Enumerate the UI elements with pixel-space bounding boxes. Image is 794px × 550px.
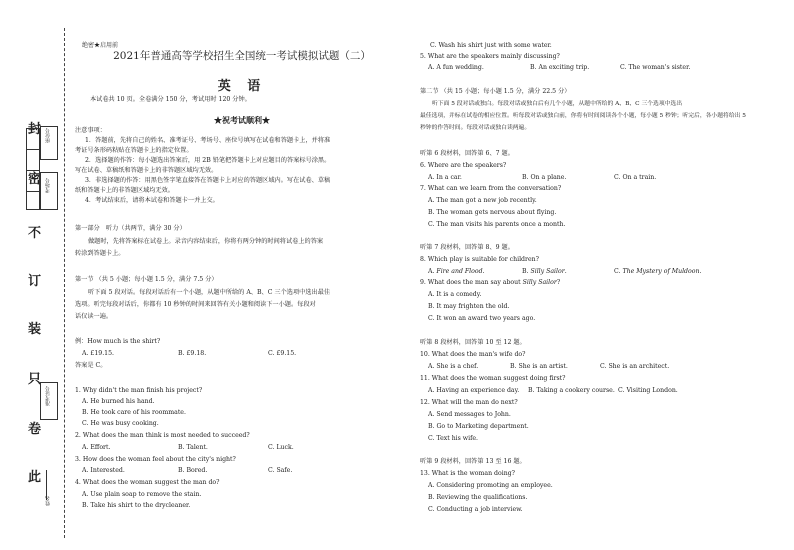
- material-heading: 听第 6 段材料，回答第 6、7 题。: [420, 150, 514, 157]
- option: C. On a train.: [614, 174, 657, 181]
- section2-heading: 第二节 （共 15 小题；每小题 1.5 分，满分 22.5 分）: [420, 88, 571, 95]
- example-option: B. £9.18.: [178, 350, 207, 357]
- option: B. It may frighten the old.: [428, 303, 510, 310]
- question: [420, 279, 560, 287]
- option: A. Considering promoting an employee.: [428, 482, 553, 489]
- seal-char: 此: [28, 470, 42, 485]
- subject-title: 英 语: [217, 79, 267, 94]
- section1-intro: 听下面 5 段对话。每段对话后有一个小题，从题中所给的 A、B、C 三个选项中选出最佳: [88, 289, 331, 296]
- section1-intro: 选项。听完每段对话后，你都有 10 秒钟的时间来回答有关小题和阅读下一小题。每段对: [75, 301, 316, 308]
- option: A. Effort.: [82, 444, 111, 451]
- question: 5. What are the speakers mainly discussing?: [420, 53, 560, 60]
- part1-intro: 做题时，先将答案标在试卷上。录音内容结束后，你将有两分钟的时间将试卷上的答案: [88, 238, 324, 245]
- option: B. He took care of his roommate.: [82, 409, 186, 416]
- option: A. In a car.: [428, 174, 462, 181]
- question: 4. What does the woman suggest the man do?: [75, 479, 220, 486]
- notice-line: 2．选择题的作答：每小题选出答案后，用 2B 铅笔把答题卡上对应题目的答案标号涂黑。: [85, 157, 331, 164]
- question: 6. Where are the speakers?: [420, 162, 507, 169]
- play-title: Silly Sailor: [530, 268, 565, 275]
- option: B. Go to Marketing department.: [428, 423, 529, 430]
- option: B. Talent.: [178, 444, 208, 451]
- question: 10. What does the man's wife do?: [420, 351, 526, 358]
- question: 7. What can we learn from the conversation?: [420, 185, 562, 192]
- room-number-label: 考场号: [45, 178, 51, 193]
- option: C. Text his wife.: [428, 435, 478, 442]
- section1-intro: 话仅读一遍。: [75, 313, 113, 320]
- seal-char: 只: [28, 372, 42, 387]
- material-heading: 听第 7 段材料，回答第 8、9 题。: [420, 244, 514, 251]
- question: 2. What does the man think is most needed to succeed?: [75, 432, 250, 439]
- option: A. The man got a new job recently.: [428, 197, 537, 204]
- question: 1. Why didn't the man finish his project?: [75, 387, 203, 394]
- notice-line: 1．答题前，先将自己的姓名、准考证号、考场号、座位号填写在试卷和答题卡上，并将准: [85, 137, 331, 144]
- exam-id-label: 准考证号: [45, 386, 51, 406]
- confidential-mark: 绝密★启用前: [82, 42, 119, 49]
- question: 12. What will the man do next?: [420, 399, 518, 406]
- play-title: Silly Sailor: [522, 279, 557, 286]
- part1-heading: 第一部分 听力（共两节，满分 30 分）: [75, 225, 186, 232]
- example-option: A. £19.15.: [82, 350, 115, 357]
- grid-frame: [26, 128, 40, 210]
- option: C. Safe.: [268, 467, 293, 474]
- option: B. The woman gets nervous about flying.: [428, 209, 557, 216]
- exam-note: 本试卷共 10 页。全卷满分 150 分，考试用时 120 分钟。: [90, 96, 251, 103]
- section2-intro: 秒钟的作答时间。每段对话或独白读两遍。: [420, 125, 531, 131]
- option: C. He was busy cooking.: [82, 420, 159, 427]
- seal-char: 封: [28, 122, 42, 137]
- seal-char: 装: [28, 322, 42, 337]
- option: C. The man visits his parents once a month.: [428, 221, 566, 228]
- seal-char: 不: [28, 226, 42, 241]
- option: A. Send messages to John.: [428, 411, 511, 418]
- example-option: C. £9.15.: [268, 350, 297, 357]
- notice-line: 纸和答题卡上的非答题区域均无效。: [75, 187, 174, 194]
- seal-char: 卷: [28, 422, 42, 437]
- option: B. An exciting trip.: [530, 64, 590, 71]
- name-label: 姓名: [45, 496, 51, 506]
- seat-number-label: 座位号: [45, 128, 51, 143]
- option: A. A fun wedding.: [428, 64, 484, 71]
- option: A. Interested.: [82, 467, 125, 474]
- section2-intro: 最佳选项，并标在试卷的相应位置。听每段对话或独白前，你将有时间阅读各个小题，每小题 5 秒钟；听完后，各小题将给出 5: [420, 113, 746, 119]
- seal-char: 密: [28, 172, 42, 187]
- option: A. He burned his hand.: [82, 398, 155, 405]
- play-title: Fire and Flood: [436, 268, 483, 275]
- notice-line: 4．考试结束后，请将本试卷和答题卡一并上交。: [85, 197, 219, 204]
- option: C. Visiting London.: [618, 387, 678, 394]
- binding-dashed-line: [64, 28, 65, 538]
- option: B. On a plane.: [522, 174, 567, 181]
- exam-title: 2021年普通高等学校招生全国统一考试模拟试题（二）: [113, 50, 371, 62]
- option: C. The woman's sister.: [620, 64, 691, 71]
- question: 3. How does the woman feel about the city's night?: [75, 456, 236, 463]
- play-title: The Mystery of Muldoon: [622, 268, 700, 275]
- example-answer: 答案是 C。: [75, 362, 107, 369]
- option: C. The Mystery of Muldoon.: [614, 268, 702, 275]
- notice-heading: 注意事项：: [75, 127, 106, 134]
- option: B. Silly Sailor.: [522, 268, 567, 275]
- option: A. Use plain soap to remove the stain.: [82, 491, 202, 498]
- notice-line: 3．非选择题的作答：用黑色签字笔直接答在答题卡上对应的答题区域内。写在试卷、草稿: [85, 177, 331, 184]
- material-heading: 听第 8 段材料，回答第 10 至 12 题。: [420, 339, 526, 346]
- binding-margin: [0, 0, 72, 550]
- option: B. Taking a cookery course.: [528, 387, 615, 394]
- material-heading: 听第 9 段材料，回答第 13 至 16 题。: [420, 458, 526, 465]
- question: 11. What does the woman suggest doing first?: [420, 375, 566, 382]
- example-question: 例：How much is the shirt?: [75, 338, 161, 345]
- option: B. Reviewing the qualifications.: [428, 494, 528, 501]
- notice-line: 考证号条形码粘贴在答题卡上的指定位置。: [75, 147, 193, 154]
- question-text: 9. What does the man say about: [420, 279, 523, 286]
- option: C. Luck.: [268, 444, 294, 451]
- option: B. Take his shirt to the drycleaner.: [82, 502, 191, 509]
- question: 13. What is the woman doing?: [420, 470, 515, 477]
- question: 8. Which play is suitable for children?: [420, 256, 539, 263]
- good-luck-banner: ★祝考试顺利★: [214, 115, 270, 125]
- notice-line: 写在试卷、草稿纸和答题卡上的非答题区域均无效。: [75, 167, 218, 174]
- option: B. Bored.: [178, 467, 208, 474]
- question-text: ?: [556, 279, 561, 286]
- section1-heading: 第一节 （共 5 小题；每小题 1.5 分，满分 7.5 分）: [75, 276, 218, 283]
- option: A. Having an experience day.: [428, 387, 520, 394]
- option: C. It won an award two years ago.: [428, 315, 536, 322]
- option: C. She is an architect.: [600, 363, 670, 370]
- option: B. She is an artist.: [510, 363, 568, 370]
- part1-intro: 转涂到答题卡上。: [75, 250, 125, 257]
- option: A. Fire and Flood.: [428, 268, 485, 275]
- option: C. Conducting a job interview.: [428, 506, 523, 513]
- section2-intro: 听下面 5 段对话或独白。每段对话或独白后有几个小题，从题中所给的 A、B、C 三个选项中选出: [432, 101, 683, 107]
- option: A. It is a comedy.: [428, 291, 482, 298]
- option: A. She is a chef.: [428, 363, 479, 370]
- seal-char: 订: [28, 274, 42, 289]
- option: C. Wash his shirt just with some water.: [430, 42, 552, 49]
